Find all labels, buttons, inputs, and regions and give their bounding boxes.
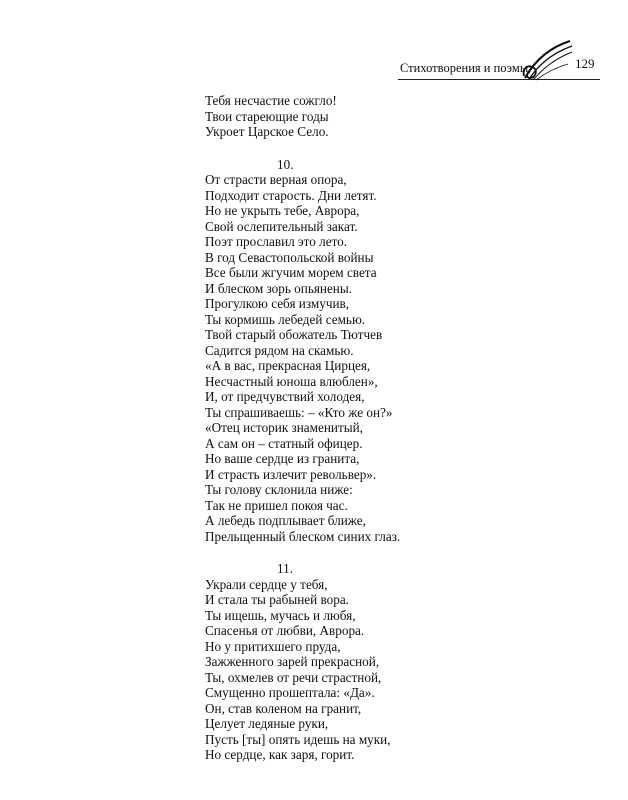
section-number: 10. [277, 156, 294, 172]
poem-line: А лебедь подплывает ближе, [205, 513, 366, 528]
poem-line: Прельщенный блеском синих глаз. [205, 528, 401, 544]
poem-text [205, 93, 505, 780]
poem-line: Целует ледяные руки, [205, 716, 329, 731]
poem-line: Садится рядом на скамью. [205, 342, 354, 358]
poem-line: А сам он – статный офицер. [205, 435, 363, 451]
poem-line: Спасенья от любви, Аврора. [205, 623, 365, 638]
poem-line: Он, став коленом на гранит, [205, 700, 362, 716]
poem-line: И страсть излечит револьвер». [205, 466, 377, 482]
poem-line: «А в вас, прекрасная Цирцея, [205, 358, 371, 373]
poem-line: И, от предчувствий холодея, [205, 389, 365, 404]
stanza-continued [205, 93, 505, 140]
poem-line: Подходит старость. Дни летят. [205, 187, 377, 203]
poem-line: Ты кормишь лебедей семью. [205, 311, 366, 327]
poem-line: И блеском зорь опьянены. [205, 280, 353, 296]
section-number: 11. [277, 561, 293, 576]
section-11 [205, 561, 505, 763]
swirl-ornament-icon [522, 38, 574, 82]
poem-line: В год Севастопольской войны [205, 249, 374, 265]
poem-line: Твои стареющие годы [205, 108, 329, 124]
poem-line: Но не укрыть тебе, Аврора, [205, 203, 360, 218]
poem-line: Ты ищешь, мучась и любя, [205, 607, 356, 623]
section-10 [205, 157, 505, 545]
poem-line: Смущенно прошептала: «Да». [205, 685, 375, 700]
poem-line: Твой старый обожатель Тютчев [205, 327, 383, 342]
poem-line: Но сердце, как заря, горит. [205, 747, 355, 762]
running-head: Стихотворения и поэмы [400, 61, 529, 75]
poem-line: Так не пришел покоя час. [205, 497, 348, 513]
poem-line: Зажженного зарей прекрасной, [205, 654, 380, 669]
poem-line: Но у притихшего пруда, [205, 638, 341, 654]
poem-line: Поэт прославил это лето. [205, 234, 348, 249]
poem-line: Ты, охмелев от речи страстной, [205, 669, 382, 685]
poem-line: Украли сердце у тебя, [205, 576, 328, 592]
poem-line: Укроет Царское Село. [205, 124, 329, 139]
page-number: 129 [575, 56, 595, 71]
poem-line: Ты голову склонила ниже: [205, 482, 353, 497]
poem-line: Несчастный юноша влюблен», [205, 373, 378, 389]
poem-line: Свой ослепительный закат. [205, 218, 358, 234]
poem-line: Ты спрашиваешь: – «Кто же он?» [205, 404, 393, 420]
poem-line: Но ваше сердце из гранита, [205, 451, 360, 466]
poem-line: Пусть [ты] опять идешь на муки, [205, 731, 391, 747]
poem-line: От страсти верная опора, [205, 172, 347, 187]
poem-line: И стала ты рабыней вора. [205, 592, 349, 607]
poem-line: «Отец историк знаменитый, [205, 420, 363, 435]
poem-line: Тебя несчастие сожгло! [205, 93, 337, 108]
poem-line: Все были жгучим морем света [205, 265, 377, 280]
poem-line: Прогулкою себя измучив, [205, 296, 350, 311]
